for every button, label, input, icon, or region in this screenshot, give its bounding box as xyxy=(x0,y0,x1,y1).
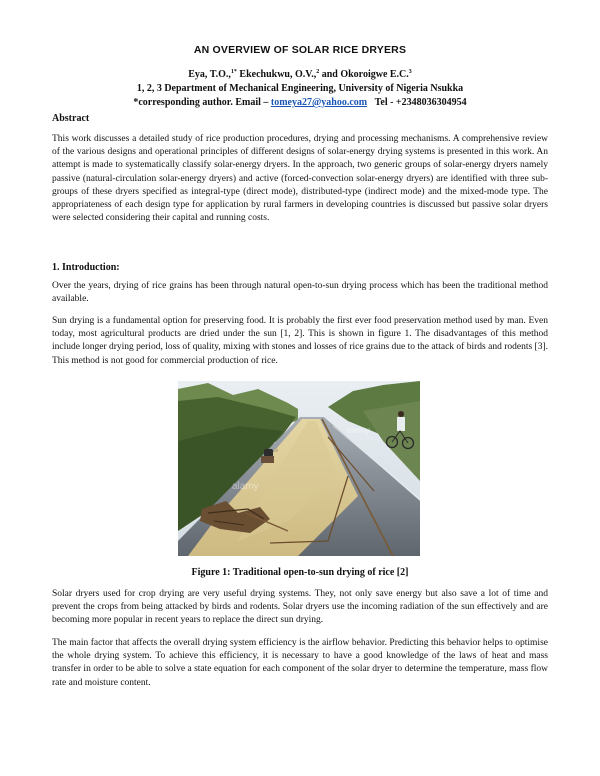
body-paragraph-4: The main factor that affects the overall drying system efficiency is the airflow behavior. Predicting this behavior helps to optimise the whole drying system. To achieve this efficiency, it is necessary to have a good knowledge of the laws of heat and mass transfer in order to be able to solve a state equation for each component of the solar dryer to determine the temperature, mass flow rate and moisture content. xyxy=(52,638,548,688)
author-3: and Okoroigwe E.C. xyxy=(321,69,409,80)
affiliation: 1, 2, 3 Department of Mechanical Engineering, University of Nigeria Nsukka xyxy=(136,83,464,94)
email-link[interactable]: tomeya27@yahoo.com xyxy=(270,97,368,108)
corresponding-author xyxy=(0,96,600,110)
author-2-sup: 2 xyxy=(316,69,320,75)
photo-watermark: alamy xyxy=(232,481,259,492)
author-2: Ekechukwu, O.V., xyxy=(239,69,317,80)
author-block xyxy=(0,68,600,110)
corresponding-prefix: *corresponding author. Email – xyxy=(133,97,269,108)
telephone: Tel - +2348036304954 xyxy=(374,97,467,108)
author-line xyxy=(0,68,600,82)
figure-1-caption: Figure 1: Traditional open-to-sun drying of rice [2] xyxy=(191,567,409,578)
author-1-sup: 1* xyxy=(230,69,237,75)
photo-watermark-2: alamy xyxy=(346,425,371,435)
abstract-text: This work discusses a detailed study of rice production procedures, drying and processing mechanisms. A comprehensive review of the various designs and operational principles of different designs of solar-energy drying systems is presented in this work. An attempt is made to systematically classify solar-energy dryers. In the approach, two generic groups of solar-energy dryers namely passive (natural-circulation solar-energy dryers) and active (forced-convection solar-energy dryers) are identified with three sub-groups of these dryers specified as integral-type (direct mode), distributed-type (indirect mode) and the mixed-mode type. The appropriateness of each design type for application by rural farmers in developing countries is discussed but passive solar dryers were selected considering their capital and running costs. xyxy=(52,134,548,224)
abstract-heading: Abstract xyxy=(52,113,90,124)
figure-1-photo xyxy=(178,381,420,556)
author-1: Eya, T.O., xyxy=(188,69,231,80)
paper-title: AN OVERVIEW OF SOLAR RICE DRYERS xyxy=(193,44,407,56)
introduction-heading: 1. Introduction: xyxy=(52,262,120,273)
intro-paragraph-2: Sun drying is a fundamental option for preserving food. It is probably the first ever food preservation method used by man. Even today, most agricultural products are dried under the sun [1, 2]. This is shown in figure 1. The disadvantages of this method include longer drying period, loss of quality, mixing with stones and losses of rice grains due to the attack of birds and rodents [3]. This method is not good for commercial production of rice. xyxy=(52,316,548,366)
intro-paragraph-1: Over the years, drying of rice grains has been through natural open-to-sun drying process which has been the traditional method available. xyxy=(52,281,548,305)
body-paragraph-3: Solar dryers used for crop drying are very useful drying systems. They, not only save energy but also save a lot of time and prevent the crops from being attacked by birds and rodents. Solar dryers use the incoming radiation of the sun effectively and are becoming more popular in recent years to replace the direct sun drying. xyxy=(52,589,548,626)
author-3-sup: 3 xyxy=(408,69,412,75)
